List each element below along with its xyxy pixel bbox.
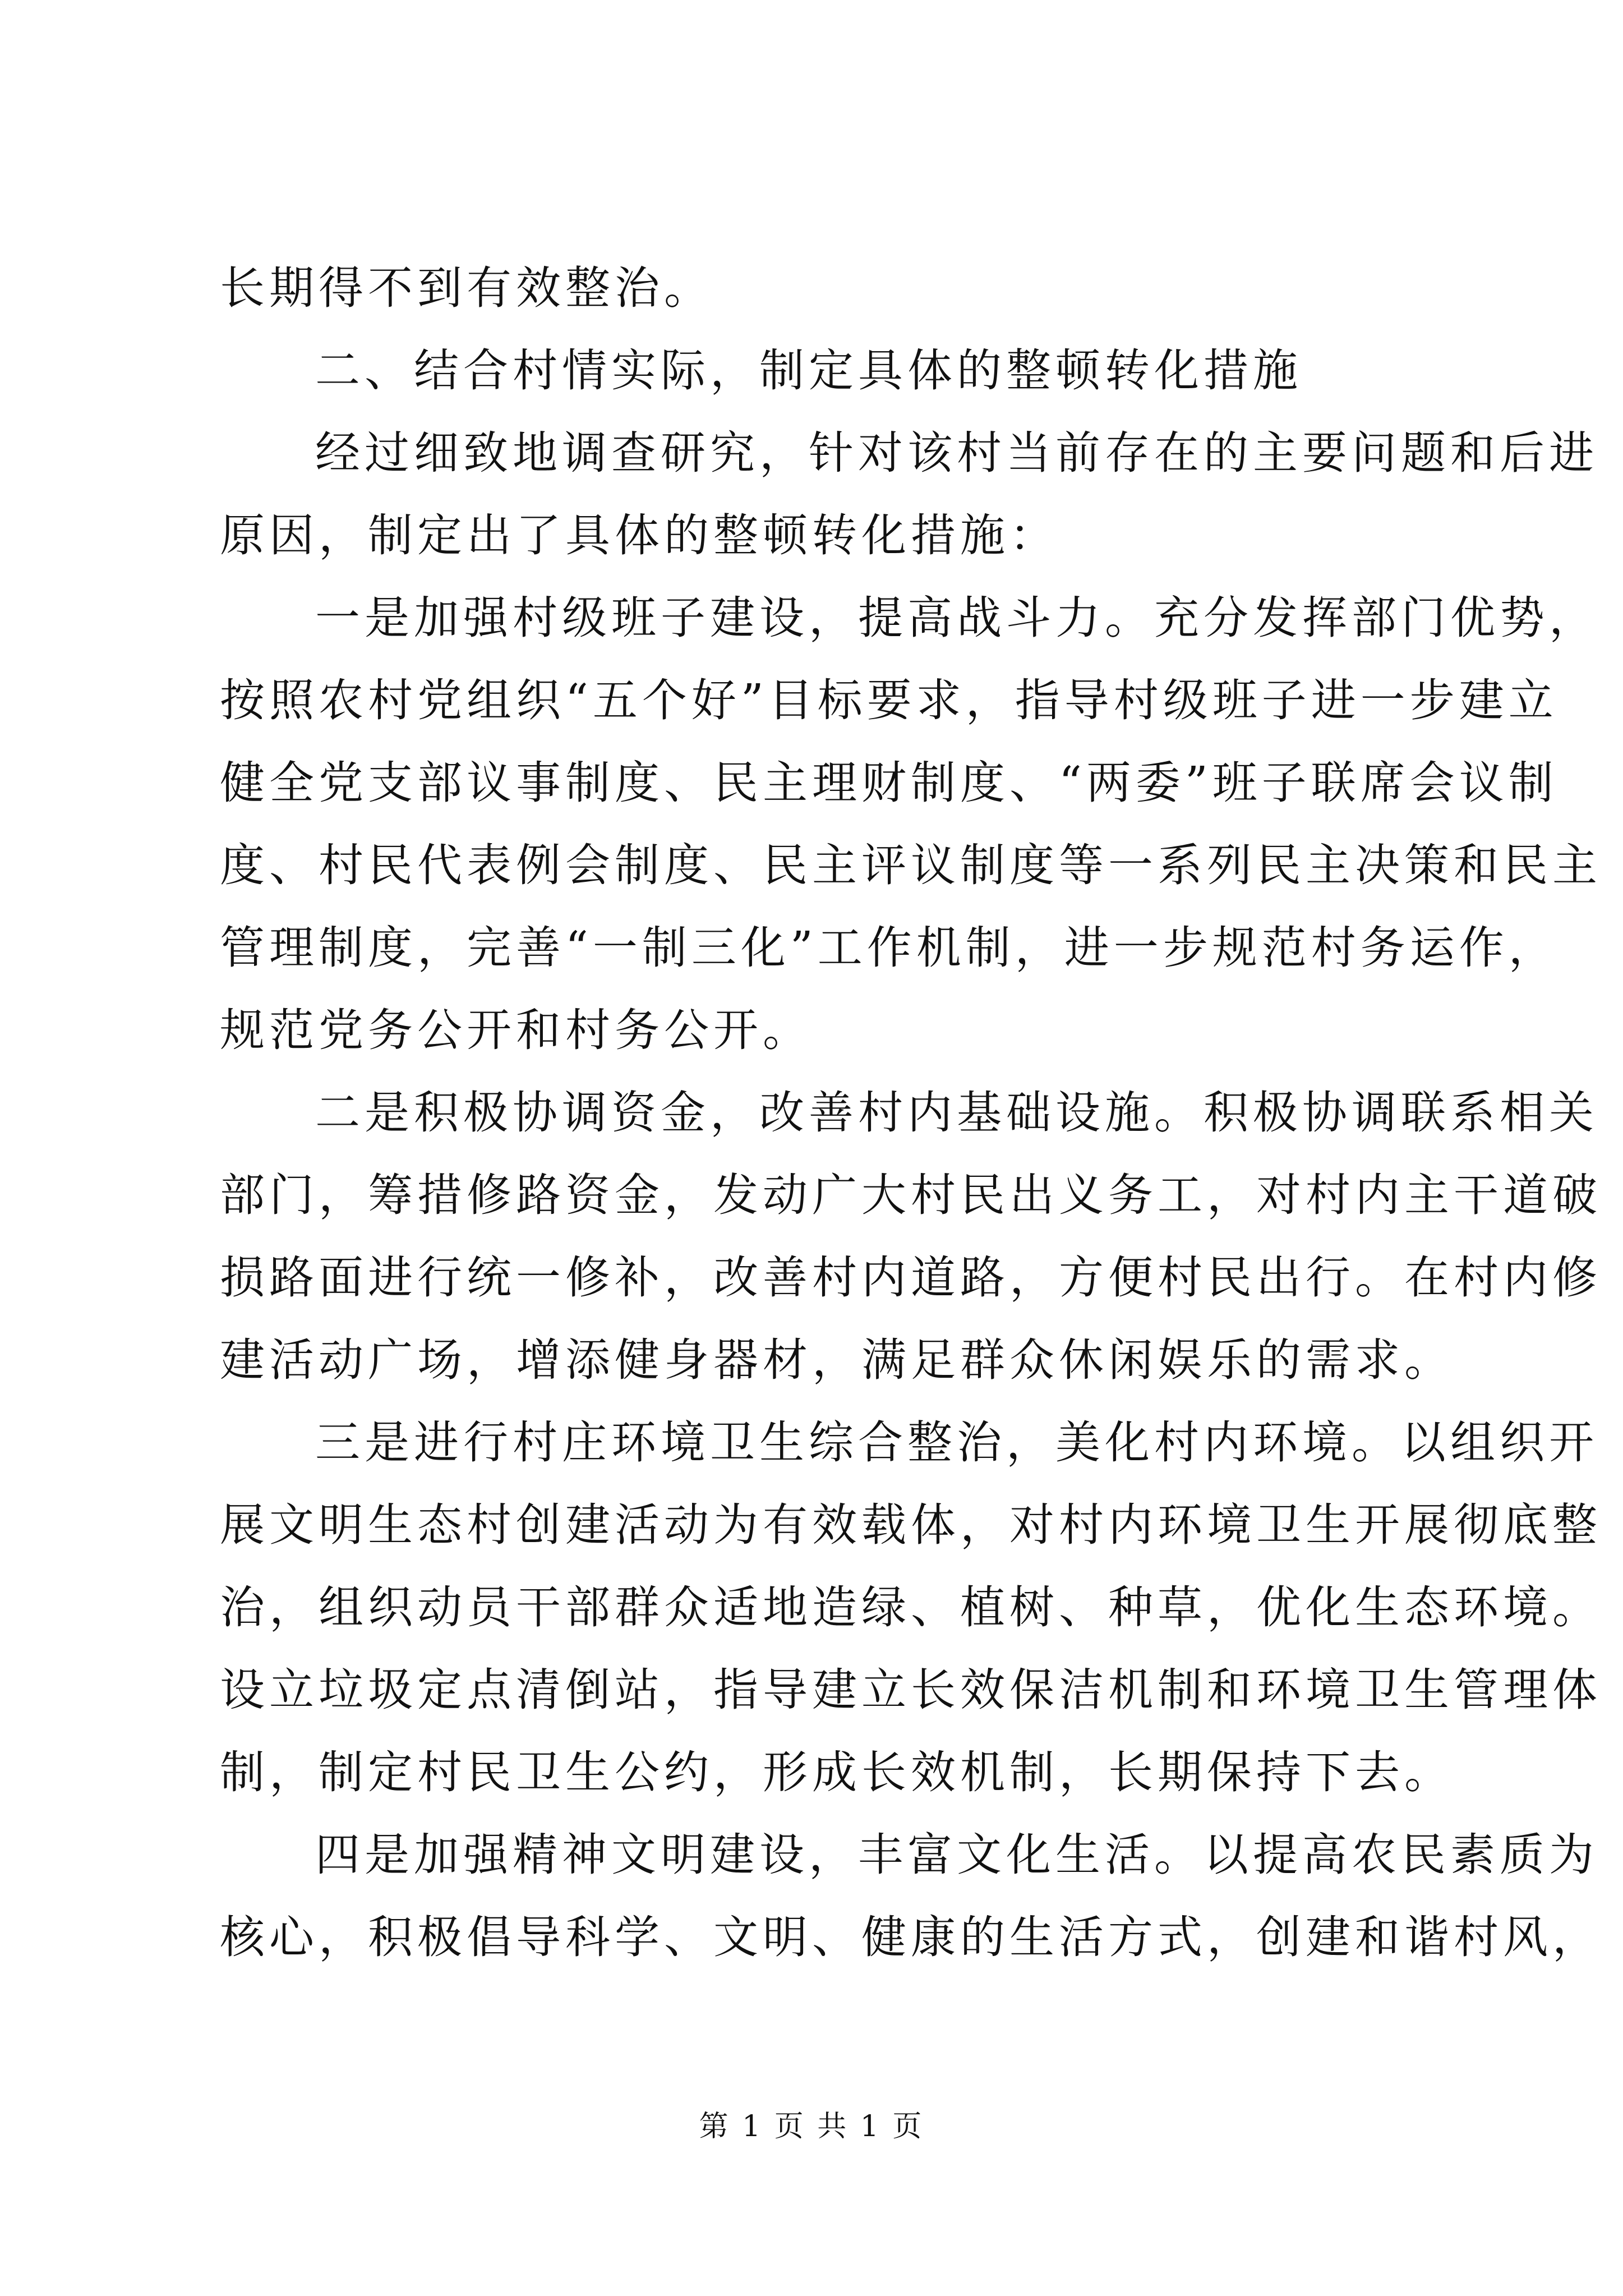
text-line: 健全党支部议事制度、民主理财制度、“两委”班子联席会议制 (220, 757, 1558, 809)
text-line: 规范党务公开和村务公开。 (220, 1004, 812, 1056)
text-line: 一是加强村级班子建设，提高战斗力。充分发挥部门优势， (315, 592, 1598, 644)
section-heading: 二、结合村情实际，制定具体的整顿转化措施 (315, 344, 1302, 397)
text-line: 原因，制定出了具体的整顿转化措施： (220, 509, 1059, 562)
document-body (220, 247, 1602, 1978)
text-line: 管理制度，完善“一制三化”工作机制，进一步规范村务运作， (220, 922, 1558, 974)
text-line: 治，组织动员干部群众适地造绿、植树、种草，优化生态环境。 (220, 1581, 1602, 1634)
text-line: 损路面进行统一修补，改善村内道路，方便村民出行。在村内修 (220, 1251, 1602, 1304)
text-line: 制，制定村民卫生公约，形成长效机制，长期保持下去。 (220, 1746, 1454, 1798)
text-line: 度、村民代表例会制度、民主评议制度等一系列民主决策和民主 (220, 839, 1602, 891)
page-footer (0, 2102, 1623, 2145)
page-number-label: 第 1 页 共 1 页 (699, 2110, 924, 2143)
text-line: 核心，积极倡导科学、文明、健康的生活方式，创建和谐村风， (220, 1911, 1602, 1963)
text-line: 设立垃圾定点清倒站，指导建立长效保洁机制和环境卫生管理体 (220, 1664, 1602, 1716)
text-line: 三是进行村庄环境卫生综合整治，美化村内环境。以组织开 (315, 1416, 1598, 1469)
text-line: 经过细致地调查研究，针对该村当前存在的主要问题和后进 (315, 427, 1598, 479)
text-line: 长期得不到有效整治。 (220, 262, 713, 314)
text-line: 四是加强精神文明建设，丰富文化生活。以提高农民素质为 (315, 1829, 1598, 1881)
text-line: 建活动广场，增添健身器材，满足群众休闲娱乐的需求。 (220, 1334, 1454, 1386)
text-line: 展文明生态村创建活动为有效载体，对村内环境卫生开展彻底整 (220, 1499, 1602, 1551)
text-line: 按照农村党组织“五个好”目标要求，指导村级班子进一步建立 (220, 674, 1558, 726)
text-line: 二是积极协调资金，改善村内基础设施。积极协调联系相关 (315, 1087, 1598, 1139)
text-line: 部门，筹措修路资金，发动广大村民出义务工，对村内主干道破 (220, 1169, 1602, 1221)
